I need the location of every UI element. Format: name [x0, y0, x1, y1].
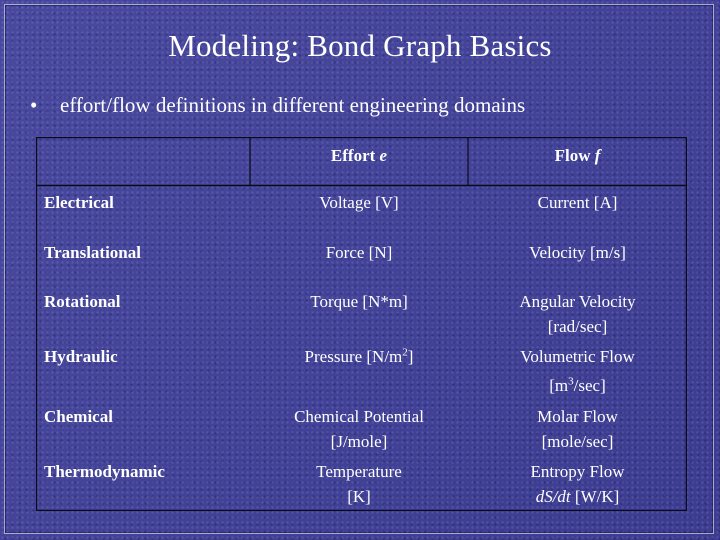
effort-text-close: ] — [407, 347, 414, 366]
effort-text — [250, 344, 468, 369]
effort-text-line1: Temperature — [316, 462, 402, 481]
flow-header-symbol: f — [594, 146, 601, 165]
slide-title: Modeling: Bond Graph Basics — [168, 28, 552, 63]
effort-text: Torque [N*m] — [310, 292, 408, 311]
flow-text-line1: Entropy Flow — [530, 462, 625, 481]
row-domain-label: Translational — [44, 243, 141, 262]
domain-table — [36, 137, 687, 511]
flow-text-derivative: dS/dt — [535, 487, 571, 506]
row-domain-label: Thermodynamic — [44, 462, 165, 481]
flow-text-line1: Volumetric Flow — [520, 347, 635, 366]
flow-text-line2: [mole/sec] — [541, 432, 614, 451]
flow-text-line2 — [468, 373, 687, 398]
effort-text-exponent: 2 — [402, 346, 408, 359]
effort-header-word: Effort — [330, 146, 376, 165]
column-header-flow — [468, 143, 687, 168]
effort-text-main: Pressure [N/m — [304, 347, 403, 366]
effort-cell — [250, 289, 468, 314]
effort-cell — [250, 190, 468, 215]
flow-text-line1: Angular Velocity — [519, 292, 636, 311]
flow-text: Velocity [m/s] — [529, 243, 626, 262]
flow-cell — [468, 190, 687, 215]
flow-text-units: [W/K] — [570, 487, 620, 506]
flow-cell — [468, 240, 687, 265]
row-domain-label: Hydraulic — [44, 347, 118, 366]
flow-cell — [468, 344, 687, 398]
effort-text: Force [N] — [325, 243, 393, 262]
bullet-icon: • — [30, 93, 38, 117]
flow-cell — [468, 404, 687, 454]
effort-cell — [250, 240, 468, 265]
flow-cell — [468, 459, 687, 509]
flow-text-line2 — [468, 484, 687, 509]
row-domain-label: Chemical — [44, 407, 113, 426]
effort-text-line2: [K] — [347, 487, 371, 506]
effort-cell — [250, 459, 468, 509]
flow-text-line2: [rad/sec] — [547, 317, 608, 336]
effort-cell — [250, 404, 468, 454]
effort-text-line1: Chemical Potential — [294, 407, 424, 426]
flow-text-close: /sec] — [573, 376, 606, 395]
bullet-item — [30, 93, 525, 118]
column-header-effort — [250, 143, 468, 168]
flow-text: Current [A] — [537, 193, 618, 212]
effort-header-symbol: e — [379, 146, 388, 165]
bullet-text: effort/flow definitions in different engineering domains — [60, 93, 526, 117]
flow-header-word: Flow — [554, 146, 591, 165]
effort-text-line2: [J/mole] — [330, 432, 388, 451]
row-domain-label: Electrical — [44, 193, 114, 212]
effort-text: Voltage [V] — [319, 193, 399, 212]
flow-text-line1: Molar Flow — [537, 407, 618, 426]
flow-text-exponent: 3 — [568, 375, 574, 388]
flow-cell — [468, 289, 687, 339]
row-domain-label: Rotational — [44, 292, 121, 311]
effort-cell — [250, 344, 468, 369]
flow-text-main: [m — [549, 376, 569, 395]
